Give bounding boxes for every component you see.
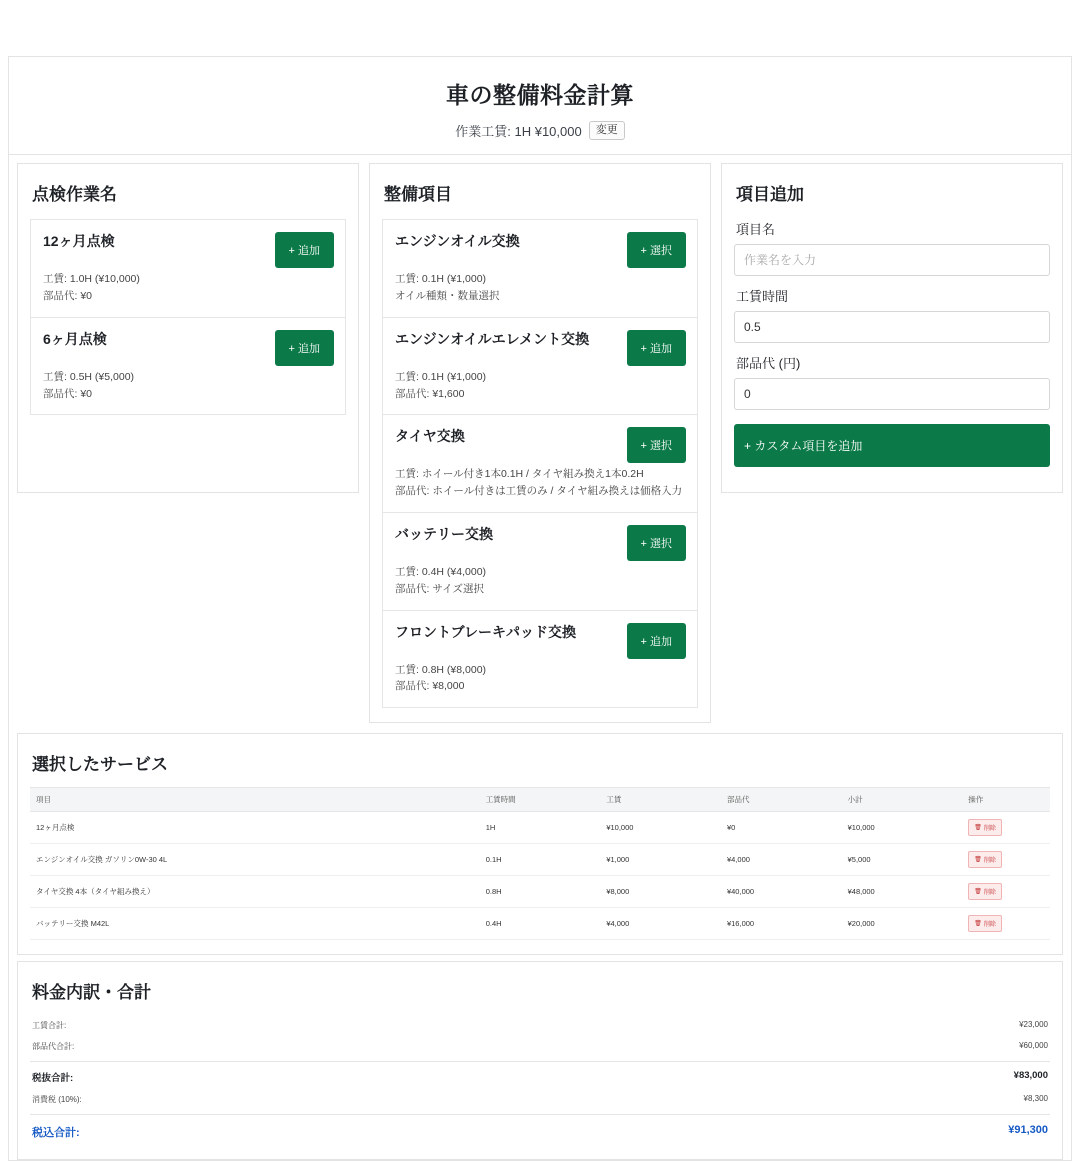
maintenance-card-labor: 工賃: 0.1H (¥1,000) <box>395 273 487 286</box>
maintenance-card-parts: 部品代: ¥1,600 <box>395 387 465 400</box>
add-item-title: 項目追加 <box>736 185 804 205</box>
maintenance-title: 整備項目 <box>384 185 452 205</box>
tax-label: 消費税 (10%): <box>32 1095 82 1105</box>
maintenance-card-name: エンジンオイルエレメント交換 <box>395 330 590 347</box>
maintenance-card-parts: 部品代: ホイール付きは工賃のみ / タイヤ組み換えは価格入力 <box>395 485 683 498</box>
item-name-label: 項目名 <box>736 222 776 238</box>
maintenance-panel <box>369 163 711 723</box>
row-parts: ¥0 <box>721 812 842 844</box>
select-maintenance-button[interactable]: + 選択 <box>627 525 686 561</box>
subtotal-label: 税抜合計: <box>32 1073 74 1085</box>
subtotal-row <box>30 1061 1050 1089</box>
labor-rate-text: 作業工賃: 1H ¥10,000 <box>455 124 582 140</box>
row-actions <box>962 908 1050 940</box>
maintenance-card-parts: オイル種類・数量選択 <box>395 289 500 302</box>
row-parts: ¥40,000 <box>721 876 842 908</box>
row-item: 12ヶ月点検 <box>30 812 480 844</box>
labor-total-label: 工賃合計: <box>32 1021 67 1031</box>
table-row <box>30 876 1050 908</box>
inspection-card-parts: 部品代: ¥0 <box>43 387 93 400</box>
labor-rate-row <box>21 121 1059 140</box>
maintenance-card-labor: 工賃: 0.8H (¥8,000) <box>395 663 487 676</box>
totals-panel <box>17 961 1063 1160</box>
row-hours: 1H <box>480 812 601 844</box>
row-actions <box>962 876 1050 908</box>
column-header-subtotal: 小計 <box>842 788 963 812</box>
table-row <box>30 812 1050 844</box>
maintenance-card-parts: 部品代: サイズ選択 <box>395 582 484 595</box>
columns-area <box>9 155 1071 727</box>
totals-list <box>30 1015 1050 1145</box>
select-maintenance-button[interactable]: + 選択 <box>627 232 686 268</box>
add-inspection-button[interactable]: + 追加 <box>275 232 334 268</box>
selected-services-title: 選択したサービス <box>32 755 168 775</box>
row-subtotal: ¥20,000 <box>842 908 963 940</box>
app-header <box>9 57 1071 155</box>
row-subtotal: ¥10,000 <box>842 812 963 844</box>
inspection-card-parts: 部品代: ¥0 <box>43 289 93 302</box>
table-row <box>30 908 1050 940</box>
delete-label: 削除 <box>983 922 996 929</box>
delete-row-button[interactable] <box>968 915 1002 932</box>
row-labor: ¥4,000 <box>600 908 721 940</box>
inspection-card-name: 6ヶ月点検 <box>43 330 107 347</box>
parts-price-label: 部品代 (円) <box>736 356 801 372</box>
add-custom-item-button[interactable]: + カスタム項目を追加 <box>734 424 1050 467</box>
labor-total-row <box>30 1015 1050 1036</box>
subtotal-value: ¥83,000 <box>1013 1070 1048 1082</box>
row-item: エンジンオイル交換 ガソリン0W-30 4L <box>30 844 480 876</box>
grand-total-row <box>30 1114 1050 1145</box>
column-header-actions: 操作 <box>962 788 1050 812</box>
labor-hours-label: 工賃時間 <box>736 289 789 305</box>
grand-total-label: 税込合計: <box>32 1127 80 1140</box>
row-item: タイヤ交換 4本（タイヤ組み換え） <box>30 876 480 908</box>
add-inspection-button[interactable]: + 追加 <box>275 330 334 366</box>
select-maintenance-button[interactable]: + 選択 <box>627 427 686 463</box>
maintenance-card-name: バッテリー交換 <box>395 525 493 542</box>
row-labor: ¥1,000 <box>600 844 721 876</box>
delete-row-button[interactable] <box>968 819 1002 836</box>
row-hours: 0.1H <box>480 844 601 876</box>
inspection-card-labor: 工賃: 1.0H (¥10,000) <box>43 273 140 286</box>
row-subtotal: ¥48,000 <box>842 876 963 908</box>
delete-row-button[interactable] <box>968 851 1002 868</box>
inspection-title: 点検作業名 <box>32 185 117 205</box>
delete-label: 削除 <box>983 826 996 833</box>
app-window <box>8 56 1072 1161</box>
item-name-input[interactable] <box>734 244 1050 276</box>
change-rate-button[interactable]: 変更 <box>589 121 625 140</box>
parts-total-label: 部品代合計: <box>32 1042 75 1052</box>
maintenance-card[interactable] <box>382 513 698 611</box>
inspection-card[interactable] <box>30 318 346 416</box>
row-hours: 0.4H <box>480 908 601 940</box>
labor-total-value: ¥23,000 <box>1019 1020 1048 1030</box>
maintenance-card-name: タイヤ交換 <box>395 428 465 445</box>
trash-icon: 🗑 <box>974 889 982 896</box>
inspection-card[interactable] <box>30 219 346 318</box>
table-row <box>30 844 1050 876</box>
trash-icon: 🗑 <box>974 825 982 832</box>
maintenance-card-name: エンジンオイル交換 <box>395 233 520 250</box>
row-actions <box>962 812 1050 844</box>
maintenance-card-labor: 工賃: ホイール付き1本0.1H / タイヤ組み換え1本0.2H <box>395 468 644 481</box>
inspection-panel <box>17 163 359 493</box>
row-labor: ¥8,000 <box>600 876 721 908</box>
add-maintenance-button[interactable]: + 追加 <box>627 330 686 366</box>
page-title: 車の整備料金計算 <box>446 82 634 108</box>
totals-title: 料金内訳・合計 <box>32 983 151 1003</box>
delete-label: 削除 <box>983 858 996 865</box>
grand-total-value: ¥91,300 <box>1008 1124 1048 1137</box>
tax-row <box>30 1089 1050 1110</box>
maintenance-card[interactable] <box>382 415 698 513</box>
maintenance-card-labor: 工賃: 0.1H (¥1,000) <box>395 370 487 383</box>
table-header-row <box>30 788 1050 812</box>
trash-icon: 🗑 <box>974 857 982 864</box>
column-header-item: 項目 <box>30 788 480 812</box>
row-labor: ¥10,000 <box>600 812 721 844</box>
column-header-parts: 部品代 <box>721 788 842 812</box>
maintenance-card[interactable] <box>382 318 698 416</box>
row-hours: 0.8H <box>480 876 601 908</box>
row-subtotal: ¥5,000 <box>842 844 963 876</box>
column-header-hours: 工賃時間 <box>480 788 601 812</box>
maintenance-card[interactable] <box>382 611 698 709</box>
selected-services-table <box>30 787 1050 940</box>
selected-services-panel <box>17 733 1063 955</box>
maintenance-card-name: フロントブレーキパッド交換 <box>395 623 577 640</box>
tax-value: ¥8,300 <box>1023 1094 1048 1104</box>
maintenance-card-parts: 部品代: ¥8,000 <box>395 680 465 693</box>
delete-row-button[interactable] <box>968 883 1002 900</box>
labor-hours-input[interactable] <box>734 311 1050 343</box>
parts-price-input[interactable] <box>734 378 1050 410</box>
row-actions <box>962 844 1050 876</box>
add-item-panel <box>721 163 1063 493</box>
row-parts: ¥16,000 <box>721 908 842 940</box>
inspection-card-labor: 工賃: 0.5H (¥5,000) <box>43 370 135 383</box>
maintenance-card-labor: 工賃: 0.4H (¥4,000) <box>395 565 487 578</box>
add-maintenance-button[interactable]: + 追加 <box>627 623 686 659</box>
delete-label: 削除 <box>983 890 996 897</box>
column-header-labor: 工賃 <box>600 788 721 812</box>
row-item: バッテリー交換 M42L <box>30 908 480 940</box>
parts-total-row <box>30 1036 1050 1057</box>
parts-total-value: ¥60,000 <box>1019 1041 1048 1051</box>
trash-icon: 🗑 <box>974 921 982 928</box>
row-parts: ¥4,000 <box>721 844 842 876</box>
maintenance-card[interactable] <box>382 219 698 318</box>
inspection-card-name: 12ヶ月点検 <box>43 233 115 250</box>
